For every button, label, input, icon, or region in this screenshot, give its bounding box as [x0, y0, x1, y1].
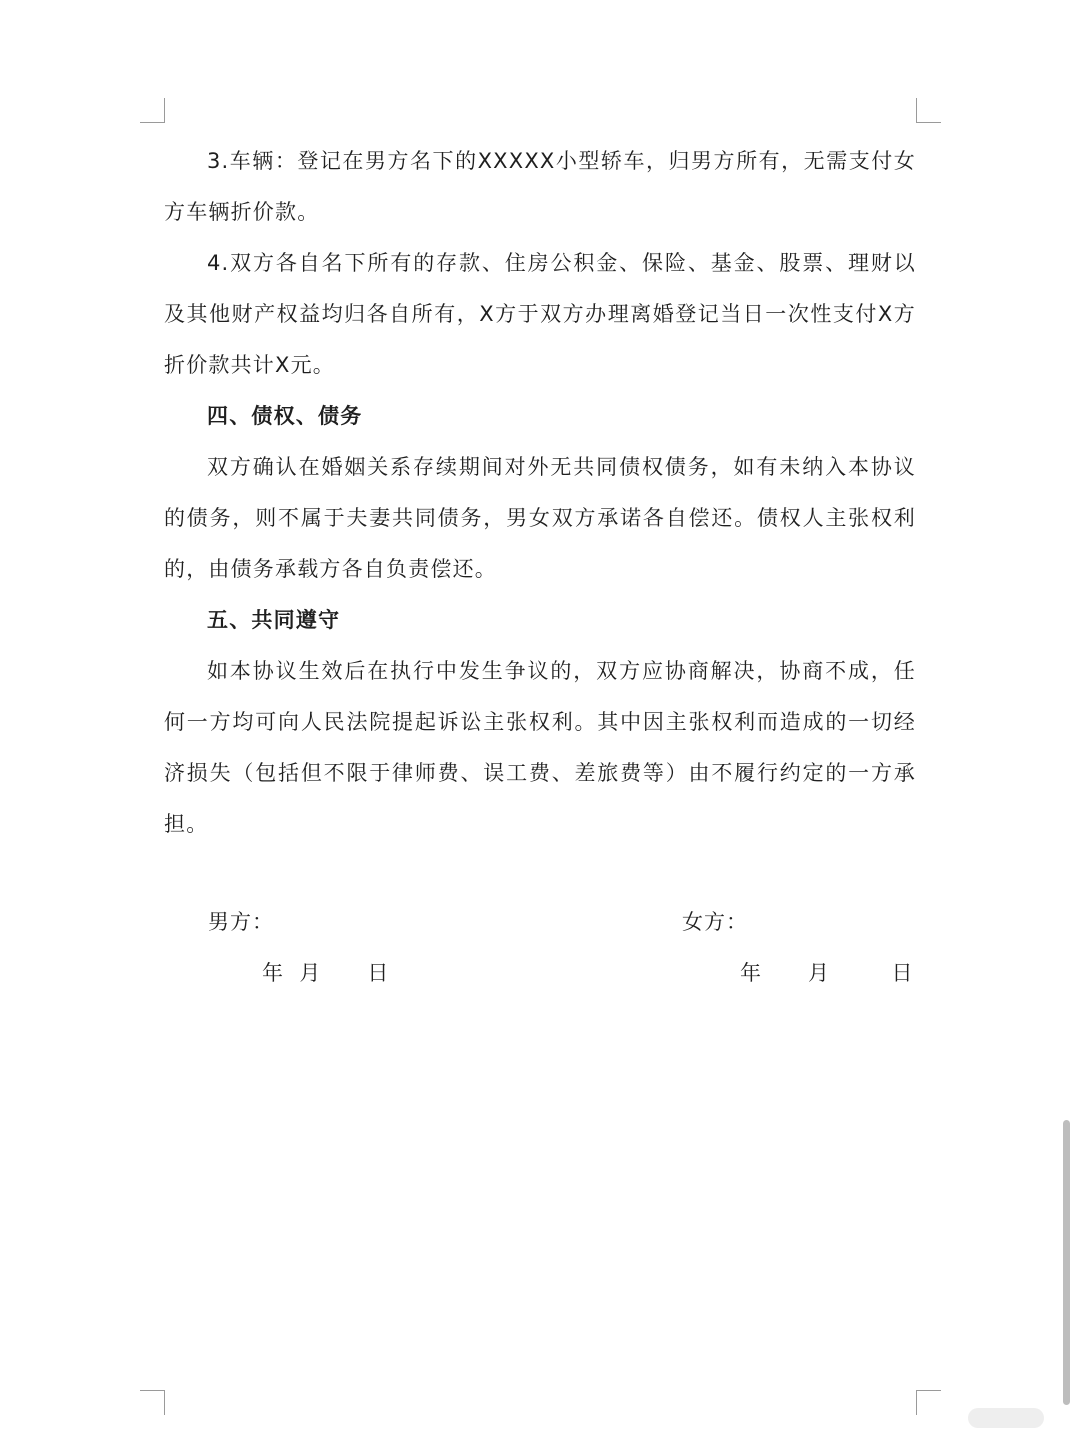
male-signature-date: 年 月 日 — [262, 961, 390, 985]
female-signature-date: 年 月 日 — [740, 961, 914, 985]
clause-debts: 双方确认在婚姻关系存续期间对外无共同债权债务，如有未纳入本协议的债务，则不属于夫妻共同债务，男女双方承诺各自偿还。债权人主张权利的，由债务承载方各自负责偿还。 — [164, 455, 916, 581]
crop-mark-top-right — [916, 98, 941, 123]
section-heading-debts: 四、债权、债务 — [207, 404, 363, 428]
section-heading-compliance: 五、共同遵守 — [207, 608, 341, 632]
female-signature-label: 女方： — [682, 910, 748, 934]
male-signature-label: 男方： — [208, 910, 274, 934]
document-body — [164, 136, 916, 850]
clause-compliance: 如本协议生效后在执行中发生争议的，双方应协商解决，协商不成，任何一方均可向人民法院提起诉讼主张权利。其中因主张权利而造成的一切经济损失（包括但不限于律师费、误工费、差旅费等）由不履行约定的一方承担。 — [164, 659, 916, 836]
clause-savings: 4.双方各自名下所有的存款、住房公积金、保险、基金、股票、理财以及其他财产权益均归各自所有，X方于双方办理离婚登记当日一次性支付X方折价款共计X元。 — [164, 251, 916, 377]
clause-vehicle: 3.车辆：登记在男方名下的XXXXX小型轿车，归男方所有，无需支付女方车辆折价款。 — [164, 149, 916, 224]
crop-mark-bottom-left — [140, 1390, 165, 1415]
watermark-logo — [968, 1408, 1044, 1428]
crop-mark-top-left — [140, 98, 165, 123]
crop-mark-bottom-right — [916, 1390, 941, 1415]
vertical-scrollbar[interactable] — [1063, 1120, 1070, 1405]
